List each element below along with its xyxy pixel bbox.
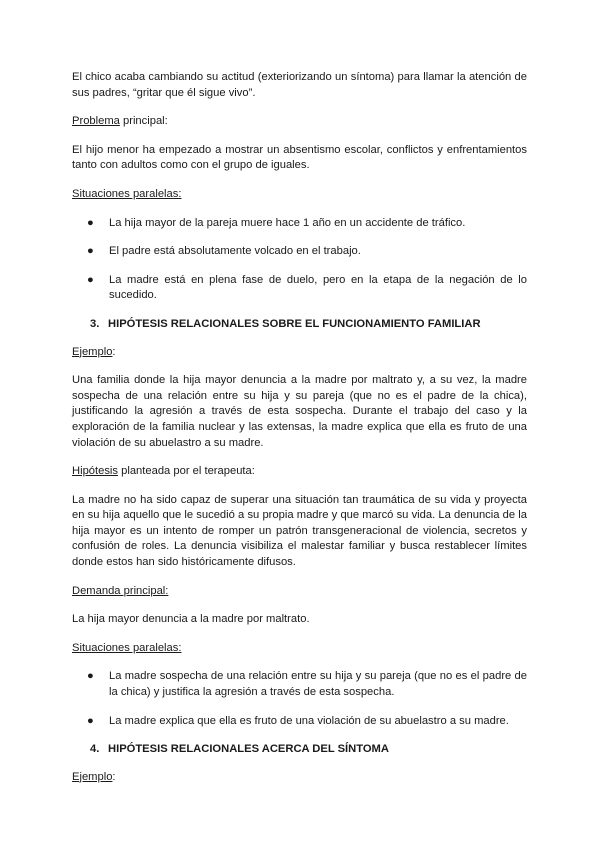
bullet-icon: ● xyxy=(87,273,94,286)
demanda-paragraph: La hija mayor denuncia a la madre por maltrato. xyxy=(72,613,310,626)
problema-heading xyxy=(72,114,527,130)
situaciones-list-1 xyxy=(72,216,527,304)
bullet-icon: ● xyxy=(87,714,94,727)
demanda-label: Demanda principal: xyxy=(72,584,169,597)
section-3-title: HIPÓTESIS RELACIONALES SOBRE EL FUNCIONAMIENTO FAMILIAR xyxy=(108,317,481,330)
situaciones-label-2: Situaciones paralelas: xyxy=(72,641,182,654)
ejemplo-heading-1: Ejemplo: xyxy=(72,345,116,358)
ejemplo-heading-2: Ejemplo: xyxy=(72,770,116,783)
intro-paragraph: El chico acaba cambiando su actitud (exteriorizando un síntoma) para llamar la atención de sus padres, “gritar que él sigue vivo”. xyxy=(72,71,527,99)
demanda-heading xyxy=(72,584,527,600)
problema-paragraph: El hijo menor ha empezado a mostrar un absentismo escolar, conflictos y enfrentamientos tanto con adultos como con el grupo de iguales. xyxy=(72,143,527,172)
bullet-icon: ● xyxy=(87,216,94,229)
section-3-number: 3. xyxy=(90,317,100,330)
hipotesis-paragraph: La madre no ha sido capaz de superar una situación tan traumática de su vida y proyecta en su hija aquello que le sucedió a su propia madre y que marcó su vida. La denuncia de la hija mayor es un intento de romper un patrón transgeneracional de violencia, secretos y confusión de roles. La denuncia visibiliza el malestar familiar y busca restablecer límites donde estos han sido históricamente difusos. xyxy=(72,493,527,569)
section-3-heading xyxy=(72,317,527,333)
ejemplo-paragraph-1: Una familia donde la hija mayor denuncia a la madre por maltrato y, a su vez, la madre sospecha de una relación entre su hija y su pareja (que no es el padre de la chica), justificando la agresión a través de esta sospecha. Durante el trabajo del caso y la exploración de la familia nuclear y las extensas, la madre explica que ella es fruto de una violación de su abuelastro a su madre. xyxy=(72,374,527,449)
section-4-title: HIPÓTESIS RELACIONALES ACERCA DEL SÍNTOMA xyxy=(108,743,389,756)
hipotesis-label: Hipótesis xyxy=(72,465,119,478)
situaciones-label-1: Situaciones paralelas: xyxy=(72,187,182,200)
list-item: ● La madre explica que ella es fruto de una violación de su abuelastro a su madre. xyxy=(72,714,527,730)
hipotesis-suffix: planteada por el terapeuta: xyxy=(118,465,255,478)
problema-suffix: principal: xyxy=(119,115,168,128)
problema-label: Problema xyxy=(72,115,120,128)
section-4-heading xyxy=(72,742,527,758)
list-item: ● La madre sospecha de una relación entre su hija y su pareja (que no es el padre de la chica) y justifica la agresión a través de esta sospecha. xyxy=(87,670,527,699)
hipotesis-heading xyxy=(72,464,527,480)
ejemplo-label-2: Ejemplo xyxy=(72,770,113,783)
situaciones-heading-2 xyxy=(72,641,527,657)
section-4-number: 4. xyxy=(90,743,100,756)
bullet-icon: ● xyxy=(87,670,94,683)
list-item: ● El padre está absolutamente volcado en el trabajo. xyxy=(72,244,527,260)
situaciones-heading-1 xyxy=(72,187,527,203)
document-page xyxy=(72,70,527,785)
ejemplo-label-1: Ejemplo xyxy=(72,345,113,358)
bullet-icon: ● xyxy=(87,245,94,258)
list-item: ● La madre está en plena fase de duelo, pero en la etapa de la negación de lo sucedido. xyxy=(87,273,527,302)
list-item: ● La hija mayor de la pareja muere hace 1 año en un accidente de tráfico. xyxy=(72,216,527,232)
situaciones-list-2 xyxy=(72,669,527,729)
